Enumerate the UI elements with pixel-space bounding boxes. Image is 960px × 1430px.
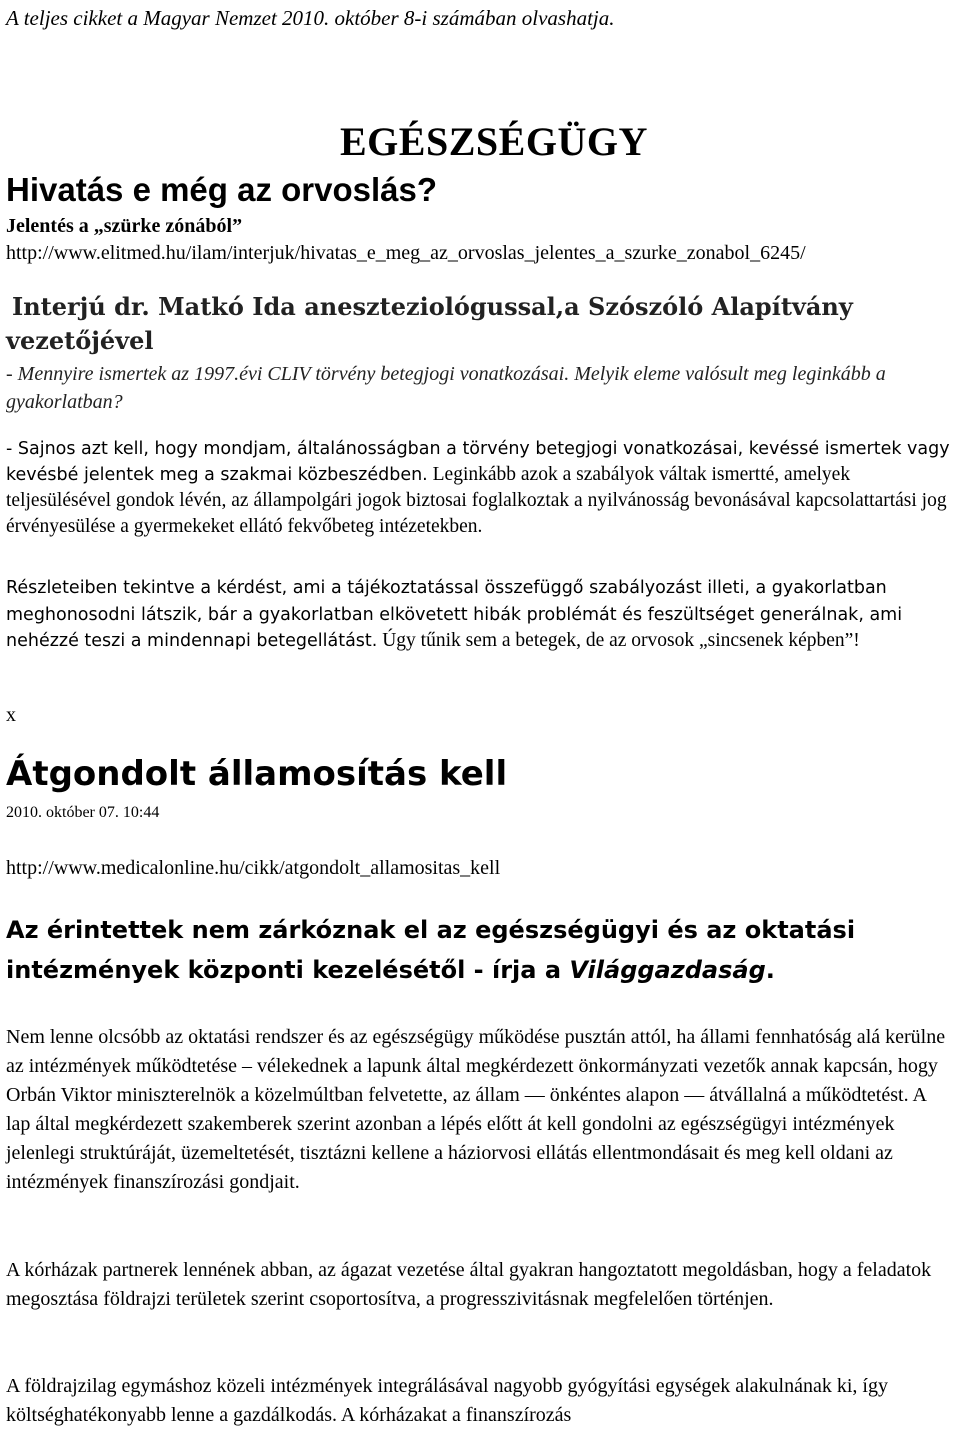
article-dateline: 2010. október 07. 10:44 <box>6 804 160 821</box>
interview-question: - Mennyire ismertek az 1997.évi CLIV törvény betegjogi vonatkozásai. Melyik eleme valósult meg leginkább a gyakorlatban? <box>6 363 886 413</box>
subtitle: Jelentés a „szürke zónából” <box>6 215 243 237</box>
interview-answer <box>6 436 954 540</box>
lead-text: Az érintettek nem zárkóznak el az egészségügyi és az oktatási intézmények központi kezelésétől - írja a <box>6 916 856 984</box>
interview-heading-line1: Interjú dr. Matkó Ida aneszteziológussal,a Szószóló Alapítvány <box>12 292 853 321</box>
section-title: EGÉSZSÉGÜGY <box>340 119 648 164</box>
answer-paragraph-2 <box>6 575 954 655</box>
interview-heading-line2: vezetőjével <box>6 326 154 355</box>
article-title: Átgondolt államosítás kell <box>6 754 508 794</box>
article-lead <box>6 910 951 990</box>
body-paragraph-3: A földrajzilag egymáshoz közeli intézmények integrálásával nagyobb gyógyítási egységek alakulnának ki, így költséghatékonyabb lenne a gazdálkodás. A kórházakat a finanszírozás <box>6 1375 888 1426</box>
para2-part-1: Részleteiben tekintve a kérdést, ami a tájékoztatással összefüggő szabályozást illeti, a gyakorlatban meghonosodni látszik, bár a gyakorlatban elkövetett hibák problémát és feszültséget generálnak, ami nehézzé teszi a mindennapi betegellátást. <box>6 578 903 651</box>
para2-part-2: Úgy tűnik sem a betegek, de az orvosok „sincsenek képben”! <box>377 630 860 651</box>
source-url-elitmed: http://www.elitmed.hu/ilam/interjuk/hivatas_e_meg_az_orvoslas_jelentes_a_szurke_zonabol_6245/ <box>6 242 806 264</box>
top-note: A teljes cikket a Magyar Nemzet 2010. október 8-i számában olvashatja. <box>6 6 615 30</box>
separator-x: x <box>6 704 16 726</box>
answer-part-1: - Sajnos azt kell, hogy mondjam, általánosságban a törvény betegjogi vonatkozásai, kevéssé ismertek vagy kevésbé jelentek meg a szakmai közbeszédben. <box>6 439 950 485</box>
body-paragraph-2: A kórházak partnerek lennének abban, az ágazat vezetése által gyakran hangoztatott megoldásban, hogy a feladatok megosztása földrajzi területek szerint csoportosítva, a progresszivitásnak megfelelően történjen. <box>6 1259 932 1310</box>
lead-source: Világgazdaság <box>569 956 766 984</box>
main-title: Hivatás e még az orvoslás? <box>6 171 438 208</box>
answer-part-2: Leginkább azok a szabályok váltak ismertté, amelyek teljesülésével gondok lévén, az állampolgári jogok biztosai foglalkoztak a nyilvánosság bevonásával kapcsolattartási jog érvényesülése a gyermekeket ellátó fekvőbeteg intézetekben. <box>6 464 947 537</box>
lead-end: . <box>765 956 775 984</box>
interview-heading <box>6 290 946 358</box>
source-url-medicalonline: http://www.medicalonline.hu/cikk/atgondolt_allamositas_kell <box>6 857 501 879</box>
body-paragraph-1: Nem lenne olcsóbb az oktatási rendszer és az egészségügy működése pusztán attól, ha állami fennhatóság alá kerülne az intézmények működtetése – vélekednek a lapunk által megkérdezett önkormányzati vezetők annak kapcsán, hogy Orbán Viktor miniszterelnök a közelmúltban felvetette, az állam ― önkéntes alapon ― átvállalná a működtetést. A lap által megkérdezett szakemberek szerint azonban a lépés előtt át kell gondolni az egészségügyi intézmények jelenlegi struktúráját, üzemeltetését, tisztázni kellene a háziorvosi ellátás ellentmondásait és meg kell oldani az intézmények finanszírozási gondjait. <box>6 1026 946 1193</box>
